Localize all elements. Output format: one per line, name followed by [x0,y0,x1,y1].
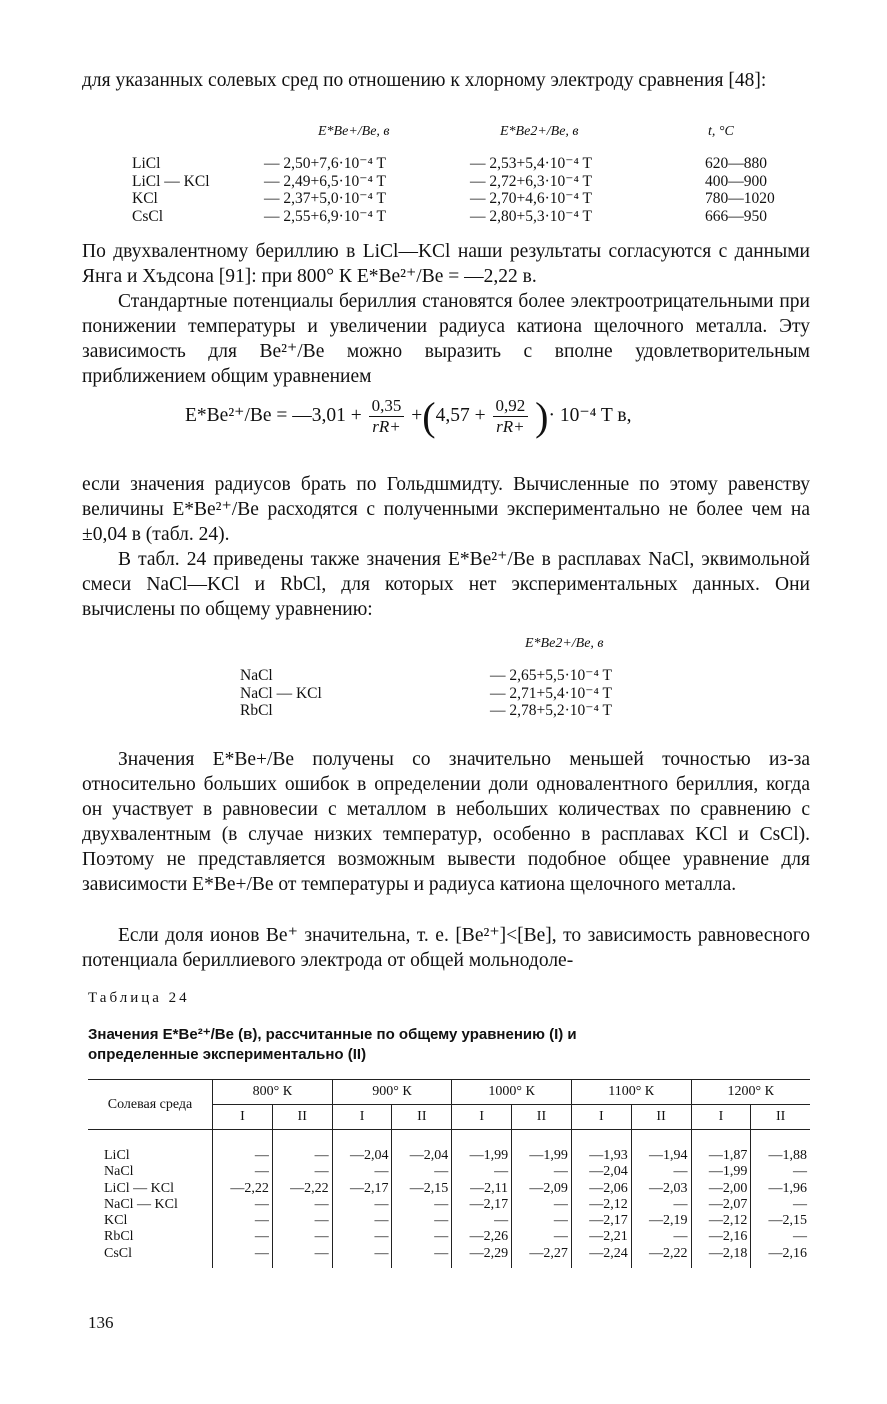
table1-medium: KCl [132,190,158,207]
table24-value-column [691,1130,751,1269]
table1-value: — 2,53+5,4·10⁻⁴ T [470,155,592,172]
fraction-numerator: 0,35 [369,396,405,417]
paragraph-4: В табл. 24 приведены также значения E*Be²⁺/Be в расплавах NaCl, эквимольной смеси NaCl—KCl и RbCl, для которых нет экспериментальных данных. Они вычислены по общему уравнению: [82,549,810,620]
table24-cell: — [314,1245,329,1261]
page-number: 136 [88,1313,114,1332]
table24-sub-header: II [392,1105,452,1130]
table24-cell: — [434,1164,449,1180]
table24-cell: —2,12 [589,1196,628,1212]
table24-cell: —2,15 [768,1213,807,1229]
paragraph-2: Стандартные потенциалы бериллия становятся более электроотрицательными при понижении температуры и увеличении радиуса катиона щелочного металла. Эту зависимость для Be²⁺/Be можно выразить с вполне удовлетворительным приближением общим уравнением [82,291,810,387]
table24-cell: —2,06 [589,1180,628,1196]
table24-cell: —2,04 [409,1148,449,1163]
table24-sub-header: II [751,1105,810,1130]
table2-media [240,667,322,720]
table-24 [88,1080,810,1268]
table24-sub-header: II [631,1105,691,1130]
table24-cell: —2,07 [708,1196,748,1212]
table24-cell: — [374,1164,389,1180]
table24-cell: — [434,1196,449,1212]
table1-medium: LiCl [132,155,161,172]
table24-value-column [332,1130,392,1269]
table24-cell: —2,22 [649,1245,688,1261]
table1-t: 666—950 [705,207,767,225]
table24-cell: — [374,1196,389,1212]
table24-cell: — [434,1229,449,1245]
table24-cell: — [314,1229,329,1245]
table2-value: — 2,71+5,4·10⁻⁴ T [490,684,612,702]
table24-cell: —2,22 [290,1180,329,1196]
fraction-numerator: 0,92 [493,396,529,417]
table24-cell: —2,29 [469,1245,509,1261]
table1-medium: LiCl — KCl [132,172,210,190]
table24-sub-header: I [332,1105,392,1130]
table24-medium: NaCl — KCl [104,1196,178,1212]
table24-cell: — [314,1196,329,1212]
table24-cell: —2,11 [470,1180,509,1196]
table24-cell: — [254,1164,269,1180]
table1-header-be-2plus: E*Be2+/Be, в [500,124,579,139]
table1-header-t: t, °C [708,124,734,139]
table24-cell: —1,99 [708,1164,748,1180]
table1-medium: CsCl [132,207,164,225]
table24-temp-header: 1100° К [571,1080,691,1105]
paragraph-3: если значения радиусов брать по Гольдшмидту. Вычисленные по этому равенству величины E*Be²⁺/Be расходятся с полученными экспериментально не более чем на ±0,04 в (табл. 24). [82,474,810,545]
equation-fraction-2 [493,396,529,437]
table1-value: — 2,72+6,3·10⁻⁴ T [470,172,592,190]
table24-cell: —2,04 [349,1148,389,1163]
table1-header-be-plus: E*Be+/Be, в [318,124,390,139]
table24-temp-header: 800° К [213,1080,333,1105]
table24-value-column [631,1130,691,1269]
table24-cell: — [254,1245,269,1261]
table1-value: — 2,37+5,0·10⁻⁴ T [264,190,386,207]
table24-cell: — [494,1213,509,1229]
table24-cell: — [673,1196,688,1212]
table24-body-row [88,1130,810,1269]
table24-cell: —2,19 [649,1213,688,1229]
table2-values [490,667,612,720]
table24-cell: —1,93 [589,1148,628,1163]
table24-cell: — [553,1164,568,1180]
table24-cell: — [793,1164,807,1180]
table24-cell: —2,04 [589,1164,628,1180]
table24-sub-header: I [213,1105,273,1130]
table24-value-column [452,1130,512,1269]
table2-value: — 2,65+5,5·10⁻⁴ T [490,667,612,684]
table24-cell: — [434,1245,449,1261]
table24-cell: —2,16 [708,1229,748,1245]
table1-be-plus-values [264,155,386,225]
table24-cell: —2,12 [708,1213,748,1229]
table24-cell: —2,17 [349,1180,389,1196]
table24-cell: — [553,1196,568,1212]
fraction-denominator: rR+ [496,417,525,436]
table1-value: — 2,55+6,9·10⁻⁴ T [264,207,386,225]
table2-value: — 2,78+5,2·10⁻⁴ T [490,702,612,719]
table24-cell: —2,09 [529,1180,568,1196]
intro-paragraph: для указанных солевых сред по отношению к хлорному электроду сравнения [48]: [82,70,767,91]
table24-cell: —1,99 [469,1148,509,1163]
table24-cell: — [374,1213,389,1229]
table24-cell: —2,00 [708,1180,748,1196]
table24-sub-header: I [691,1105,751,1130]
table24-medium: CsCl [104,1245,133,1261]
table24-cell: —2,24 [589,1245,628,1261]
table24-cell: —2,27 [529,1245,568,1261]
table24-cell: —1,88 [768,1148,807,1163]
table1-value: — 2,80+5,3·10⁻⁴ T [470,207,592,225]
table1-value: — 2,50+7,6·10⁻⁴ T [264,155,386,172]
table2-medium: NaCl — KCl [240,684,322,702]
table2-header: E*Be2+/Be, в [525,636,604,651]
table24-medium: RbCl [104,1229,134,1245]
table-24-caption: Значения E*Be²⁺/Be (в), рассчитанные по общему уравнению (I) и определенные экспериментально (II) [88,1026,577,1063]
table1-value: — 2,49+6,5·10⁻⁴ T [264,172,386,190]
table1-t: 400—900 [705,172,767,190]
table24-temp-header: 900° К [332,1080,452,1105]
table24-sub-header: II [512,1105,572,1130]
table24-value-column [571,1130,631,1269]
fraction-denominator: rR+ [372,417,401,436]
table24-cell: — [374,1245,389,1261]
table24-cell: — [553,1229,568,1245]
table24-cell: — [434,1213,449,1229]
table24-sub-header: II [272,1105,332,1130]
table24-cell: —2,17 [469,1196,509,1212]
table24-cell: — [254,1229,269,1245]
paragraph-5: Значения E*Be+/Be получены со значительно меньшей точностью из-за относительно больших ошибок в определении доли одновалентного бериллия, когда он участвует в равновесии с металлом в небольших количествах по сравнению с двухвалентным (в случае низких температур, особенно в расплавах KCl и CsCl). Поэтому не представляется возможным вывести подобное общее уравнение для зависимости E*Be+/Be от температуры и радиуса катиона щелочного металла. [82,749,810,895]
table24-row-header: Солевая среда [88,1080,213,1130]
table24-cell: — [793,1229,807,1245]
table1-value: — 2,70+4,6·10⁻⁴ T [470,190,592,207]
table24-cell: —1,99 [529,1148,568,1163]
table24-value-column [272,1130,332,1269]
table24-medium: KCl [104,1213,128,1229]
table24-value-column [512,1130,572,1269]
table24-value-column [213,1130,273,1269]
table24-cell: — [254,1213,269,1229]
table24-cell: —2,16 [768,1245,807,1261]
table24-cell: — [254,1148,269,1163]
table24-sub-header: I [452,1105,512,1130]
table24-cell: —2,22 [230,1180,269,1196]
table1-be-2plus-values [470,155,592,225]
table24-cell: —2,03 [649,1180,688,1196]
table2-medium: RbCl [240,702,273,719]
table24-cell: — [673,1229,688,1245]
equation-fraction-1 [369,396,405,437]
table24-cell: —2,17 [589,1213,628,1229]
table24-cell: —2,18 [708,1245,748,1261]
table24-medium: NaCl [104,1164,134,1180]
table1-media [132,155,210,225]
table-24-label: Таблица 24 [88,990,190,1006]
table24-cell: — [494,1164,509,1180]
table24-cell: — [314,1164,329,1180]
table24-medium: LiCl [104,1148,130,1163]
table24-cell: — [374,1229,389,1245]
table24-cell: — [673,1164,688,1180]
table24-cell: — [254,1196,269,1212]
table1-t: 780—1020 [705,190,775,207]
equation-middle: 4,57 + [435,404,486,426]
equation-lhs: E*Be²⁺/Be = —3,01 + [185,404,362,426]
table24-cell: —2,15 [409,1180,449,1196]
table2-medium: NaCl [240,667,273,684]
table1-t-values [705,155,775,225]
table24-cell: — [793,1196,807,1212]
paragraph-1: По двухвалентному бериллию в LiCl—KCl наши результаты согласуются с данными Янга и Хъдсона [91]: при 800° К E*Be²⁺/Be = —2,22 в. [82,241,810,287]
table24-temp-header: 1000° К [452,1080,572,1105]
table24-cell: — [314,1213,329,1229]
table24-cell: —2,21 [589,1229,628,1245]
general-equation: E*Be²⁺/Be = —3,01 + $\frac{0,35}{rR+}$ +(4,57 + $\frac{0,92}{rR+}$ )· 10⁻⁴ T в, [185,394,632,439]
table24-cell: — [553,1213,568,1229]
table24-cell: —2,26 [469,1229,509,1245]
table24-medium: LiCl — KCl [104,1180,175,1196]
table24-cell: —1,94 [649,1148,688,1163]
table24-cell: —1,87 [708,1148,748,1163]
table24-cell: — [314,1148,329,1163]
table24-value-column [751,1130,810,1269]
paragraph-6: Если доля ионов Be⁺ значительна, т. е. [Be²⁺]<[Be], то зависимость равновесного потенциала бериллиевого электрода от общей мольнодоле- [82,925,810,971]
equation-tail: · 10⁻⁴ T в, [548,404,632,426]
table24-cell: —1,96 [768,1180,807,1196]
table24-value-column [392,1130,452,1269]
table24-temp-header: 1200° К [691,1080,810,1105]
table24-sub-header: I [571,1105,631,1130]
table24-media-column [88,1130,213,1269]
table1-t: 620—880 [705,155,767,172]
